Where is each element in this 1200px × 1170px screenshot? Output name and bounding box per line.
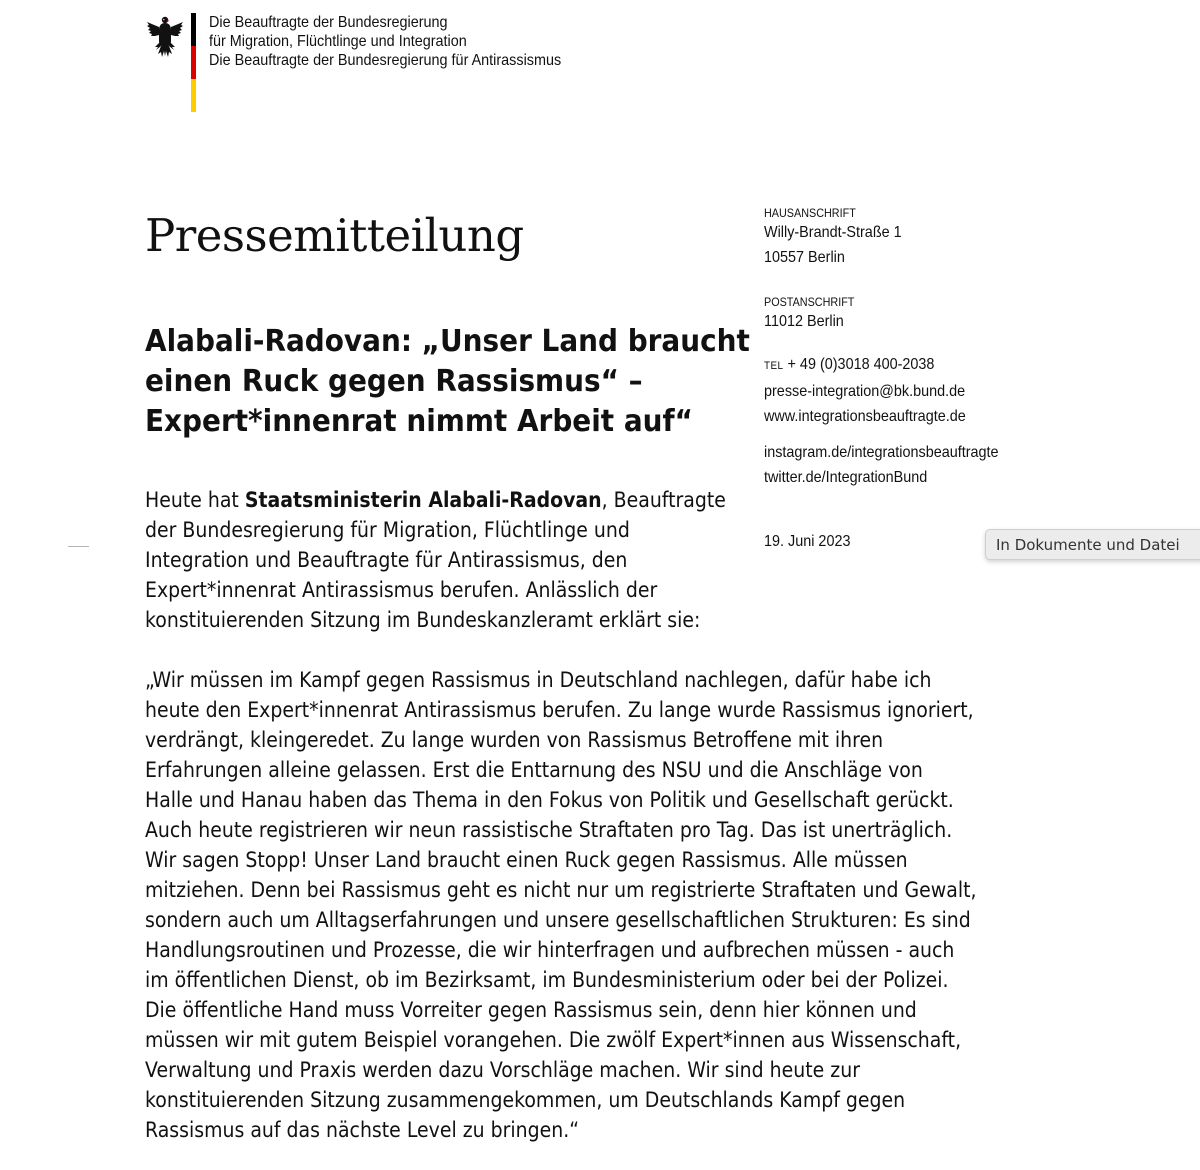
press-email: presse-integration@bk.bund.de — [764, 383, 966, 400]
intro-line — [145, 485, 726, 515]
quote-line: Halle und Hanau haben das Thema in den Fokus von Politik und Gesellschaft gerückt. — [145, 788, 954, 812]
date-block — [764, 529, 850, 554]
headline-line: Expert*innenrat nimmt Arbeit auf“ — [145, 404, 693, 439]
quote-line: Verwaltung und Praxis werden dazu Vorschläge machen. Wir sind heute zur — [145, 1058, 860, 1082]
quote-line: Handlungsroutinen und Prozesse, die wir hinterfragen und aufbrechen müssen - auch — [145, 938, 955, 962]
intro-prefix: Heute hat — [145, 488, 245, 512]
quote-line: „Wir müssen im Kampf gegen Rassismus in Deutschland nachlegen, dafür habe ich — [145, 668, 932, 692]
quote-line: mitziehen. Denn bei Rassismus geht es nicht nur um registrierte Straftaten und Gewalt, — [145, 878, 977, 902]
house-street: Willy-Brandt-Straße 1 — [764, 224, 902, 241]
tooltip-text: In Dokumente und Datei — [996, 536, 1180, 554]
agency-line-3: Die Beauftragte der Bundesregierung für Antirassismus — [209, 52, 562, 69]
intro-line: konstituierenden Sitzung im Bundeskanzleramt erklärt sie: — [145, 608, 701, 632]
quote-line: müssen wir mit gutem Beispiel vorangehen. Die zwölf Expert*innen aus Wissenschaft, — [145, 1028, 962, 1052]
quote-line: heute den Expert*innenrat Antirassismus berufen. Zu lange wurde Rassismus ignoriert, — [145, 698, 974, 722]
release-date: 19. Juni 2023 — [764, 533, 851, 550]
german-flag-bar — [191, 13, 196, 112]
headline-line: einen Ruck gegen Rassismus“ – — [145, 364, 643, 399]
quote-line: verdrängt, kleingeredet. Zu lange wurden von Rassismus Betroffene mit ihren — [145, 728, 884, 752]
quote-paragraph — [145, 665, 977, 1145]
phone-number: + 49 (0)3018 400-2038 — [787, 356, 935, 373]
quote-line: Wir sagen Stopp! Unser Land braucht einen Ruck gegen Rassismus. Alle müssen — [145, 848, 908, 872]
margin-dash — [68, 546, 89, 547]
federal-eagle-icon — [146, 14, 184, 58]
house-address-block — [764, 206, 902, 270]
intro-suffix: , Beauftragte — [601, 488, 726, 512]
document-type-title: Pressemitteilung — [145, 209, 524, 262]
social-block — [764, 440, 999, 490]
intro-paragraph — [145, 485, 726, 635]
quote-line: Erfahrungen alleine gelassen. Erst die Enttarnung des NSU und die Anschläge von — [145, 758, 923, 782]
phone-line — [764, 352, 966, 379]
postal-address-block — [764, 295, 854, 334]
headline-line: Alabali-Radovan: „Unser Land braucht — [145, 324, 750, 359]
quote-line: Auch heute registrieren wir neun rassistische Straftaten pro Tag. Das ist unerträglich. — [145, 818, 953, 842]
press-headline — [145, 322, 750, 442]
quote-line: sondern auch um Alltagserfahrungen und unsere gesellschaftlichen Strukturen: Es sind — [145, 908, 971, 932]
flag-stripe-red — [191, 46, 196, 79]
quote-line: konstituierenden Sitzung zusammengekommen, um Deutschlands Kampf gegen — [145, 1088, 906, 1112]
intro-line: Expert*innenrat Antirassismus berufen. Anlässlich der — [145, 578, 658, 602]
flag-stripe-black — [191, 13, 196, 46]
instagram-link: instagram.de/integrationsbeauftragte — [764, 444, 999, 461]
twitter-link: twitter.de/IntegrationBund — [764, 469, 928, 486]
phone-label: TEL — [764, 360, 784, 372]
agency-name — [209, 13, 561, 70]
agency-line-2: für Migration, Flüchtlinge und Integration — [209, 33, 467, 50]
agency-line-1: Die Beauftragte der Bundesregierung — [209, 14, 448, 31]
website-link: www.integrationsbeauftragte.de — [764, 408, 966, 425]
quote-line: Die öffentliche Hand muss Vorreiter gegen Rassismus sein, denn hier können und — [145, 998, 917, 1022]
house-city: 10557 Berlin — [764, 249, 845, 266]
house-address-label: HAUSANSCHRIFT — [764, 206, 856, 220]
minister-name: Staatsministerin Alabali-Radovan — [244, 488, 602, 512]
intro-line: Integration und Beauftragte für Antirassismus, den — [145, 548, 628, 572]
contact-block — [764, 352, 966, 429]
intro-line: der Bundesregierung für Migration, Flüchtlinge und — [145, 518, 630, 542]
save-to-documents-tooltip[interactable] — [985, 529, 1200, 560]
flag-stripe-gold — [191, 79, 196, 112]
quote-line: im öffentlichen Dienst, ob im Bezirksamt, im Bundesministerium oder bei der Polizei. — [145, 968, 949, 992]
postal-address-label: POSTANSCHRIFT — [764, 295, 855, 309]
postal-city: 11012 Berlin — [764, 313, 844, 330]
quote-line: Rassismus auf das nächste Level zu bringen.“ — [145, 1118, 580, 1142]
